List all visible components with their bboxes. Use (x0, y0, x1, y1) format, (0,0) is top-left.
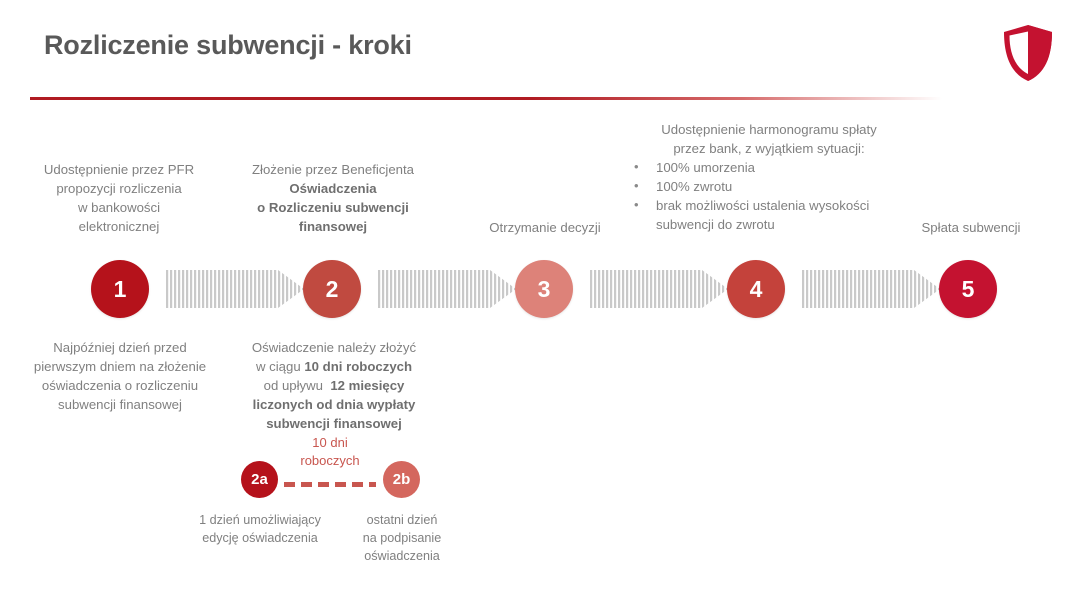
caption-line-bold: liczonych od dnia wypłaty (252, 397, 416, 412)
sub-node-2a[interactable] (241, 461, 278, 498)
bullet-item (630, 177, 908, 196)
caption-line-bold: subwencji finansowej (266, 416, 402, 431)
caption-line: w bankowości (77, 200, 161, 215)
step-2-top-caption (230, 160, 436, 236)
striped-arrow-connector (802, 266, 940, 312)
step-number: 4 (749, 275, 763, 302)
bullet-text: 100% umorzenia (656, 160, 755, 175)
caption-line: roboczych (300, 453, 360, 468)
sub-node-number: 2a (251, 471, 268, 488)
step-circle-3[interactable] (515, 260, 573, 318)
caption-text: w ciągu (255, 359, 305, 374)
caption-line-bold: finansowej (298, 219, 368, 234)
bullet-text: 100% zwrotu (656, 179, 733, 194)
step-1-bottom-caption (17, 338, 223, 414)
step-number: 2 (325, 275, 339, 302)
step-number: 5 (961, 275, 975, 302)
sub-node-number: 2b (392, 471, 411, 488)
caption-line (234, 376, 434, 395)
step-2-bottom-caption (234, 338, 434, 433)
bullet-text: brak możliwości ustalenia wysokości subwencji do zwrotu (656, 198, 870, 232)
caption-line (234, 357, 434, 376)
caption-line: Najpóźniej dzień przed (53, 340, 187, 355)
title-divider (30, 97, 942, 100)
bullet-item (630, 158, 908, 177)
sub-dashed-label (268, 434, 392, 470)
step-4-top-caption (630, 120, 908, 234)
sub-node-2b-caption (346, 511, 458, 565)
caption-line: Otrzymanie decyzji (489, 220, 601, 235)
striped-arrow-connector (590, 266, 728, 312)
sub-node-2a-caption (178, 511, 342, 547)
dashed-connector (284, 474, 376, 479)
caption-line: edycję oświadczenia (202, 531, 318, 545)
caption-text-bold: 12 miesięcy (330, 378, 405, 393)
caption-line: Oświadczenie należy złożyć (251, 340, 417, 355)
caption-line: oświadczenia (364, 549, 440, 563)
caption-line: elektronicznej (78, 219, 160, 234)
step-number: 3 (537, 275, 551, 302)
step-number: 1 (113, 275, 127, 302)
caption-line: 10 dni (312, 435, 348, 450)
caption-line: przez bank, z wyjątkiem sytuacji: (673, 141, 865, 156)
pfr-shield-logo (1000, 22, 1056, 84)
step-circle-2[interactable] (303, 260, 361, 318)
step-circle-1[interactable] (91, 260, 149, 318)
striped-arrow-connector (378, 266, 516, 312)
caption-line: Złożenie przez Beneficjenta (251, 162, 414, 177)
step-circle-4[interactable] (727, 260, 785, 318)
caption-text-bold: 10 dni roboczych (304, 359, 413, 374)
step-circle-5[interactable] (939, 260, 997, 318)
caption-line: 1 dzień umożliwiający (199, 513, 321, 527)
step-5-top-caption (878, 218, 1064, 237)
sub-node-2b[interactable] (383, 461, 420, 498)
caption-line: propozycji rozliczenia (56, 181, 182, 196)
step-3-top-caption (452, 218, 638, 237)
striped-arrow-connector (166, 266, 304, 312)
bullet-item (630, 196, 908, 234)
caption-line: Spłata subwencji (921, 220, 1021, 235)
caption-line: subwencji finansowej (58, 397, 182, 412)
caption-line: pierwszym dniem na złożenie (33, 359, 207, 374)
caption-text: od upływu (263, 378, 331, 393)
step-4-bullet-list (630, 158, 908, 234)
caption-line-bold: o Rozliczeniu subwencji (257, 200, 409, 215)
caption-line: Udostępnienie przez PFR (43, 162, 195, 177)
caption-line: na podpisanie (362, 531, 442, 545)
step-1-top-caption (16, 160, 222, 236)
caption-line: Udostępnienie harmonogramu spłaty (661, 122, 877, 137)
caption-line-bold: Oświadczenia (289, 181, 377, 196)
caption-line: ostatni dzień (366, 513, 438, 527)
caption-line: oświadczenia o rozliczeniu (41, 378, 199, 393)
page-title: Rozliczenie subwencji - kroki (44, 30, 412, 60)
